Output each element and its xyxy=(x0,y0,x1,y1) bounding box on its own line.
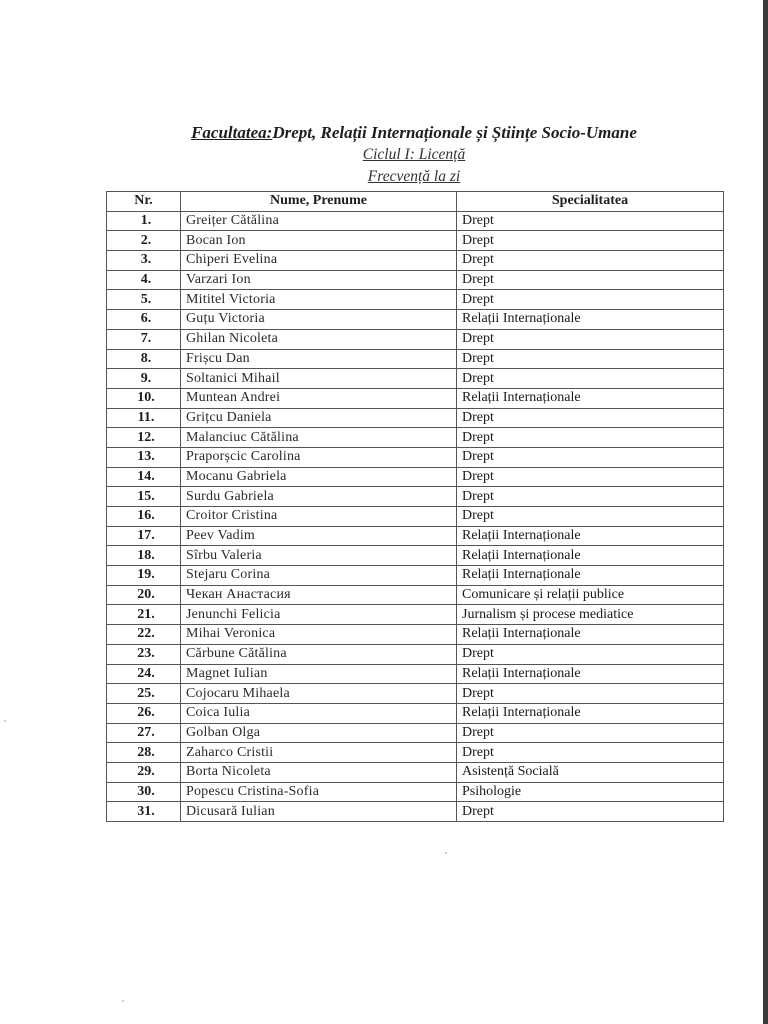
row-number: 1. xyxy=(107,211,181,231)
student-specialty: Drept xyxy=(457,231,724,251)
row-number: 16. xyxy=(107,507,181,527)
row-number: 18. xyxy=(107,546,181,566)
table-row xyxy=(107,644,724,664)
column-header-name: Nume, Prenume xyxy=(181,192,457,212)
table-row xyxy=(107,782,724,802)
row-number: 26. xyxy=(107,703,181,723)
row-number: 17. xyxy=(107,526,181,546)
row-number: 14. xyxy=(107,467,181,487)
row-number: 8. xyxy=(107,349,181,369)
student-name: Peev Vadim xyxy=(181,526,457,546)
student-name: Muntean Andrei xyxy=(181,388,457,408)
student-name: Stejaru Corina xyxy=(181,566,457,586)
row-number: 11. xyxy=(107,408,181,428)
table-row xyxy=(107,467,724,487)
student-name: Chiperi Evelina xyxy=(181,251,457,271)
student-name: Mihai Veronica xyxy=(181,625,457,645)
student-specialty: Drept xyxy=(457,251,724,271)
table-row xyxy=(107,743,724,763)
student-specialty: Jurnalism și procese mediatice xyxy=(457,605,724,625)
row-number: 3. xyxy=(107,251,181,271)
student-specialty: Drept xyxy=(457,743,724,763)
faculty-name: Drept, Relații Internaționale și Științe Socio-Umane xyxy=(272,123,637,142)
student-specialty: Comunicare și relații publice xyxy=(457,585,724,605)
scan-speck xyxy=(4,720,6,722)
student-specialty: Drept xyxy=(457,723,724,743)
study-cycle: Ciclul I: Licență xyxy=(362,146,466,163)
row-number: 15. xyxy=(107,487,181,507)
row-number: 24. xyxy=(107,664,181,684)
table-row xyxy=(107,349,724,369)
table-row xyxy=(107,664,724,684)
row-number: 28. xyxy=(107,743,181,763)
table-row xyxy=(107,428,724,448)
student-specialty: Relații Internaționale xyxy=(457,310,724,330)
student-name: Ghilan Nicoleta xyxy=(181,329,457,349)
student-name: Praporșcic Carolina xyxy=(181,447,457,467)
student-name: Frișcu Dan xyxy=(181,349,457,369)
student-name: Popescu Cristina-Sofia xyxy=(181,782,457,802)
row-number: 23. xyxy=(107,644,181,664)
row-number: 27. xyxy=(107,723,181,743)
student-specialty: Drept xyxy=(457,369,724,389)
student-name: Greițer Cătălina xyxy=(181,211,457,231)
table-row xyxy=(107,566,724,586)
student-specialty: Drept xyxy=(457,329,724,349)
student-specialty: Drept xyxy=(457,684,724,704)
student-name: Golban Olga xyxy=(181,723,457,743)
column-header-specialty: Specialitatea xyxy=(457,192,724,212)
table-row xyxy=(107,251,724,271)
scan-speck xyxy=(445,852,447,854)
student-name: Mocanu Gabriela xyxy=(181,467,457,487)
student-specialty: Relații Internaționale xyxy=(457,388,724,408)
student-specialty: Drept xyxy=(457,467,724,487)
student-name: Sîrbu Valeria xyxy=(181,546,457,566)
table-row xyxy=(107,211,724,231)
table-row xyxy=(107,507,724,527)
student-name: Bocan Ion xyxy=(181,231,457,251)
student-specialty: Relații Internaționale xyxy=(457,566,724,586)
table-row xyxy=(107,310,724,330)
student-specialty: Drept xyxy=(457,349,724,369)
scan-speck xyxy=(122,1000,124,1002)
student-specialty: Drept xyxy=(457,487,724,507)
row-number: 31. xyxy=(107,802,181,822)
table-row xyxy=(107,369,724,389)
student-specialty: Drept xyxy=(457,408,724,428)
student-specialty: Drept xyxy=(457,270,724,290)
student-name: Grițcu Daniela xyxy=(181,408,457,428)
row-number: 21. xyxy=(107,605,181,625)
row-number: 5. xyxy=(107,290,181,310)
row-number: 30. xyxy=(107,782,181,802)
row-number: 10. xyxy=(107,388,181,408)
table-row xyxy=(107,290,724,310)
student-specialty: Psihologie xyxy=(457,782,724,802)
student-name: Borta Nicoleta xyxy=(181,762,457,782)
row-number: 13. xyxy=(107,447,181,467)
student-name: Jenunchi Felicia xyxy=(181,605,457,625)
student-specialty: Drept xyxy=(457,644,724,664)
table-row xyxy=(107,388,724,408)
column-header-nr: Nr. xyxy=(107,192,181,212)
table-row xyxy=(107,585,724,605)
table-row xyxy=(107,684,724,704)
student-specialty: Drept xyxy=(457,290,724,310)
row-number: 9. xyxy=(107,369,181,389)
study-form: Frecvență la zi xyxy=(367,168,461,185)
table-row xyxy=(107,625,724,645)
student-name: Magnet Iulian xyxy=(181,664,457,684)
student-specialty: Drept xyxy=(457,211,724,231)
student-specialty: Relații Internaționale xyxy=(457,546,724,566)
table-row xyxy=(107,703,724,723)
table-row xyxy=(107,231,724,251)
table-row xyxy=(107,487,724,507)
table-row xyxy=(107,408,724,428)
table-row xyxy=(107,526,724,546)
row-number: 4. xyxy=(107,270,181,290)
student-name: Cojocaru Mihaela xyxy=(181,684,457,704)
student-name: Malanciuc Cătălina xyxy=(181,428,457,448)
row-number: 12. xyxy=(107,428,181,448)
table-row xyxy=(107,329,724,349)
student-name: Zaharco Cristii xyxy=(181,743,457,763)
row-number: 2. xyxy=(107,231,181,251)
student-name: Varzari Ion xyxy=(181,270,457,290)
student-name: Coica Iulia xyxy=(181,703,457,723)
table-row xyxy=(107,546,724,566)
student-name: Dicusară Iulian xyxy=(181,802,457,822)
row-number: 29. xyxy=(107,762,181,782)
student-table xyxy=(106,191,724,822)
student-specialty: Relații Internaționale xyxy=(457,703,724,723)
table-row xyxy=(107,723,724,743)
student-name: Mititel Victoria xyxy=(181,290,457,310)
table-row xyxy=(107,270,724,290)
student-name: Soltanici Mihail xyxy=(181,369,457,389)
student-name: Guțu Victoria xyxy=(181,310,457,330)
student-specialty: Asistență Socială xyxy=(457,762,724,782)
row-number: 19. xyxy=(107,566,181,586)
student-name: Чекан Анастасия xyxy=(181,585,457,605)
table-row xyxy=(107,605,724,625)
student-name: Croitor Cristina xyxy=(181,507,457,527)
row-number: 25. xyxy=(107,684,181,704)
row-number: 22. xyxy=(107,625,181,645)
table-row xyxy=(107,802,724,822)
student-specialty: Drept xyxy=(457,428,724,448)
table-row xyxy=(107,447,724,467)
row-number: 7. xyxy=(107,329,181,349)
faculty-label: Facultatea: xyxy=(191,123,273,142)
faculty-title xyxy=(60,122,768,144)
student-specialty: Drept xyxy=(457,447,724,467)
table-header-row xyxy=(107,192,724,212)
row-number: 6. xyxy=(107,310,181,330)
student-specialty: Drept xyxy=(457,507,724,527)
document-header xyxy=(0,122,768,188)
student-name: Cărbune Cătălina xyxy=(181,644,457,664)
row-number: 20. xyxy=(107,585,181,605)
table-body xyxy=(107,211,724,821)
student-specialty: Drept xyxy=(457,802,724,822)
student-name: Surdu Gabriela xyxy=(181,487,457,507)
student-specialty: Relații Internaționale xyxy=(457,664,724,684)
student-specialty: Relații Internaționale xyxy=(457,526,724,546)
table-row xyxy=(107,762,724,782)
student-specialty: Relații Internaționale xyxy=(457,625,724,645)
